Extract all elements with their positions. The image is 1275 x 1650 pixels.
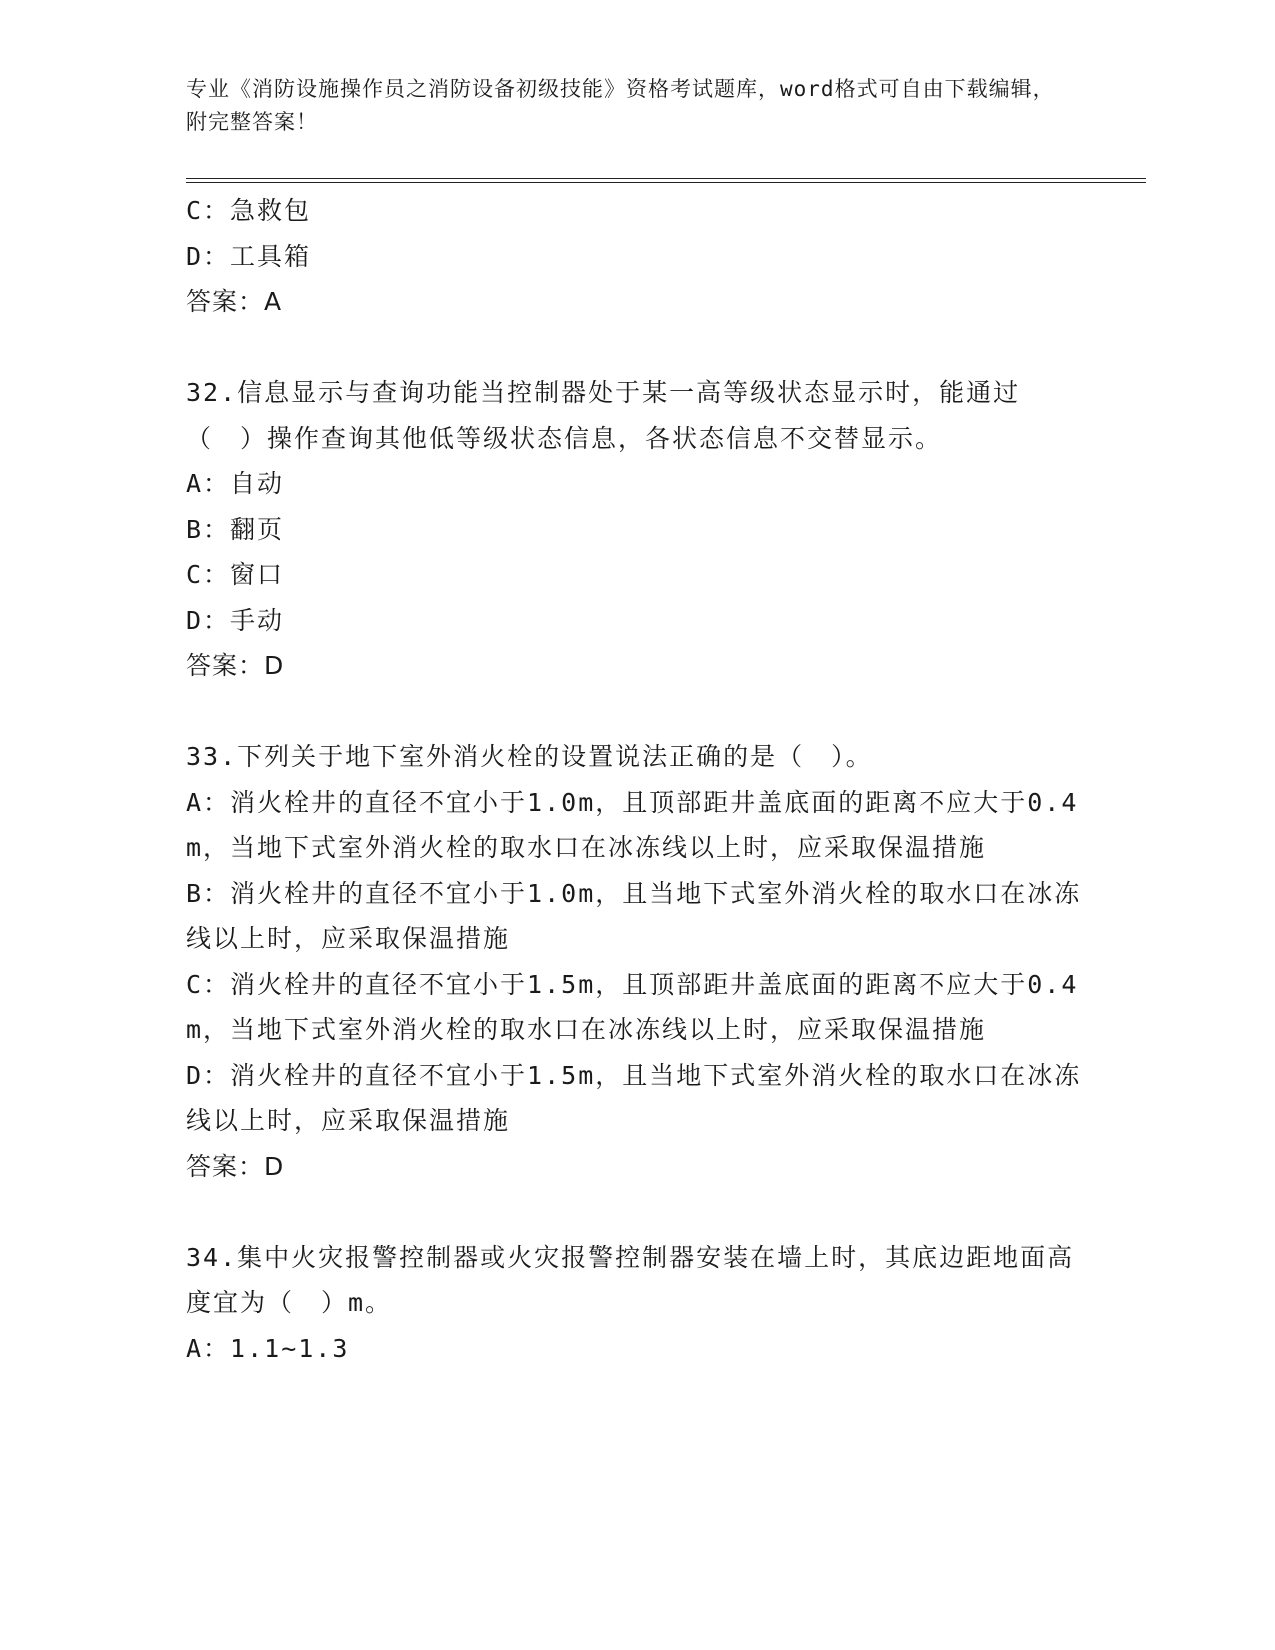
option-a: A：消火栓井的直径不宜小于1.0m，且顶部距井盖底面的距离不应大于0.4m，当地下式室外消火栓的取水口在冰冻线以上时，应采取保温措施 [186, 787, 1079, 862]
header-rule-bottom [186, 182, 1146, 183]
question-32 [186, 370, 1086, 689]
spacer [186, 689, 1086, 735]
header-rule-top [186, 178, 1146, 179]
document-body [186, 188, 1086, 1371]
answer-line: 答案：D [186, 651, 285, 680]
option-b: B：翻页 [186, 514, 285, 544]
question-stem: 34.集中火灾报警控制器或火灾报警控制器安装在墙上时，其底边距地面高度宜为（ ）m。 [186, 1242, 1075, 1317]
option-c: C：急救包 [186, 196, 312, 225]
question-stem: 32.信息显示与查询功能当控制器处于某一高等级状态显示时，能通过（ ）操作查询其他低等级状态信息，各状态信息不交替显示。 [186, 378, 1021, 453]
option-c: C：消火栓井的直径不宜小于1.5m，且顶部距井盖底面的距离不应大于0.4m，当地下式室外消火栓的取水口在冰冻线以上时，应采取保温措施 [186, 969, 1079, 1044]
option-a: A：1.1~1.3 [186, 1333, 350, 1363]
prev-question [186, 188, 1086, 325]
header-text: 专业《消防设施操作员之消防设备初级技能》资格考试题库，word格式可自由下载编辑，附完整答案！ [186, 77, 1055, 134]
option-d: D：工具箱 [186, 241, 312, 271]
option-d: D：手动 [186, 605, 285, 635]
answer-line: 答案：D [186, 1151, 285, 1181]
spacer [186, 1189, 1086, 1235]
question-33 [186, 734, 1086, 1189]
option-d: D：消火栓井的直径不宜小于1.5m，且当地下式室外消火栓的取水口在冰冻线以上时，应采取保温措施 [186, 1060, 1082, 1135]
question-34 [186, 1235, 1086, 1372]
document-header [186, 73, 1066, 139]
question-stem: 33.下列关于地下室外消火栓的设置说法正确的是（ ）。 [186, 742, 873, 771]
option-c: C：窗口 [186, 560, 285, 589]
option-b: B：消火栓井的直径不宜小于1.0m，且当地下式室外消火栓的取水口在冰冻线以上时，应采取保温措施 [186, 878, 1082, 953]
option-a: A：自动 [186, 469, 285, 498]
spacer [186, 325, 1086, 371]
answer-line: 答案：A [186, 287, 283, 316]
